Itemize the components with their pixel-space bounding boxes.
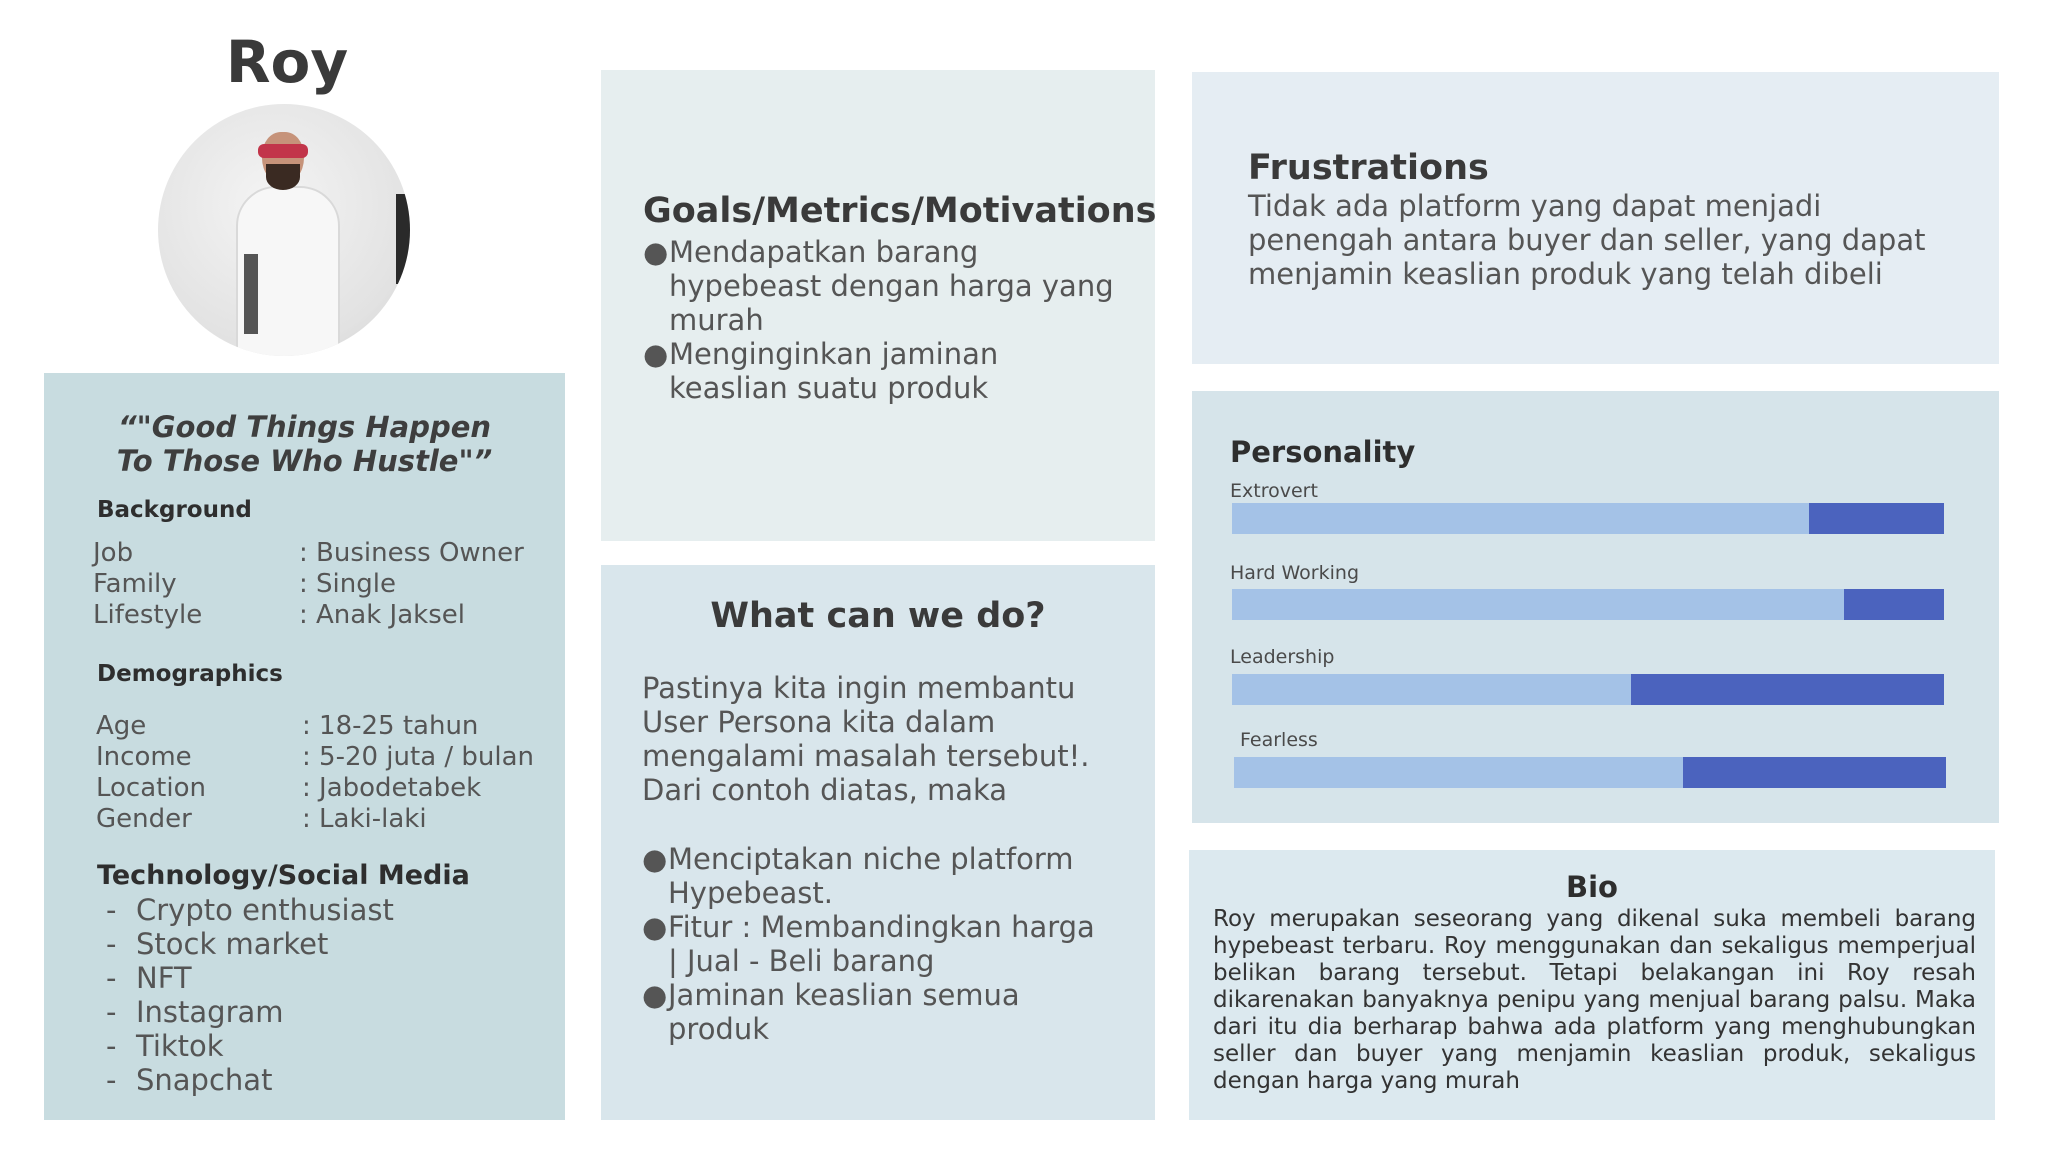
list-item: - Snapchat: [106, 1063, 273, 1097]
technology-list: [106, 893, 394, 1097]
frustrations-heading: Frustrations: [1248, 148, 1489, 188]
list-item: - Instagram: [106, 995, 284, 1029]
demographics-row-age: Age : 18-25 tahun: [96, 711, 479, 741]
background-row-family: Family : Single: [93, 569, 396, 599]
list-item: ● Mendapatkan barang hypebeast dengan harga yang murah: [643, 235, 1114, 337]
demographics-row-gender: Gender : Laki-laki: [96, 804, 427, 834]
list-item: ● Fitur : Membandingkan harga | Jual - Beli barang: [642, 910, 1095, 978]
demographics-row-income: Income : 5-20 juta / bulan: [96, 742, 535, 772]
list-item: - Crypto enthusiast: [106, 893, 394, 927]
trait-label-extrovert: Extrovert: [1230, 480, 1318, 502]
background-row-lifestyle: Lifestyle : Anak Jaksel: [93, 600, 465, 630]
trait-bar-fearless: [1234, 757, 1946, 788]
demographics-row-location: Location : Jabodetabek: [96, 773, 482, 803]
trait-bar-leadership: [1232, 674, 1944, 705]
list-item: - Tiktok: [106, 1029, 224, 1063]
technology-heading: Technology/Social Media: [97, 860, 470, 891]
background-list: [93, 538, 524, 631]
trait-bar-hard-working: [1232, 589, 1944, 620]
personality-heading: Personality: [1230, 435, 1416, 469]
what-intro: Pastinya kita ingin membantu User Persona kita dalam mengalami masalah tersebut!. Dari contoh diatas, maka: [642, 671, 1090, 807]
list-item: ● Menginginkan jaminan keaslian suatu produk: [643, 337, 999, 405]
bio-text: Roy merupakan seseorang yang dikenal suka membeli barang hypebeast terbaru. Roy menggunakan dan sekaligus memperjual belikan barang tersebut. Tetapi belakangan ini Roy resah dikarenakan banyaknya penipu yang menjual barang palsu. Maka dari itu dia berharap bahwa ada platform yang menghubungkan seller dan buyer yang menjamin keaslian produk, sekaligus dengan harga yang murah: [1213, 906, 1976, 1094]
trait-label-hard-working: Hard Working: [1230, 562, 1360, 584]
list-item: ● Menciptakan niche platform Hypebeast.: [642, 842, 1074, 910]
goals-list: [643, 235, 1114, 405]
trait-label-leadership: Leadership: [1230, 646, 1335, 668]
bio-heading: Bio: [1566, 870, 1618, 904]
persona-name: Roy: [225, 28, 349, 96]
avatar: [158, 104, 410, 356]
demographics-list: [96, 711, 534, 835]
list-item: - NFT: [106, 961, 192, 995]
trait-label-fearless: Fearless: [1240, 729, 1318, 751]
goals-heading: Goals/Metrics/Motivations: [643, 191, 1157, 231]
persona-quote: “"Good Things Happen To Those Who Hustle"”: [116, 410, 493, 478]
trait-bar-extrovert: [1232, 503, 1944, 534]
demographics-heading: Demographics: [97, 661, 283, 687]
list-item: - Stock market: [106, 927, 329, 961]
background-heading: Background: [97, 497, 252, 523]
background-row-job: Job : Business Owner: [93, 538, 524, 568]
what-list: [642, 842, 1095, 1046]
list-item: ● Jaminan keaslian semua produk: [642, 978, 1020, 1046]
what-heading: What can we do?: [710, 596, 1046, 636]
frustrations-text: Tidak ada platform yang dapat menjadi penengah antara buyer dan seller, yang dapat menjamin keaslian produk yang telah dibeli: [1248, 189, 1926, 291]
